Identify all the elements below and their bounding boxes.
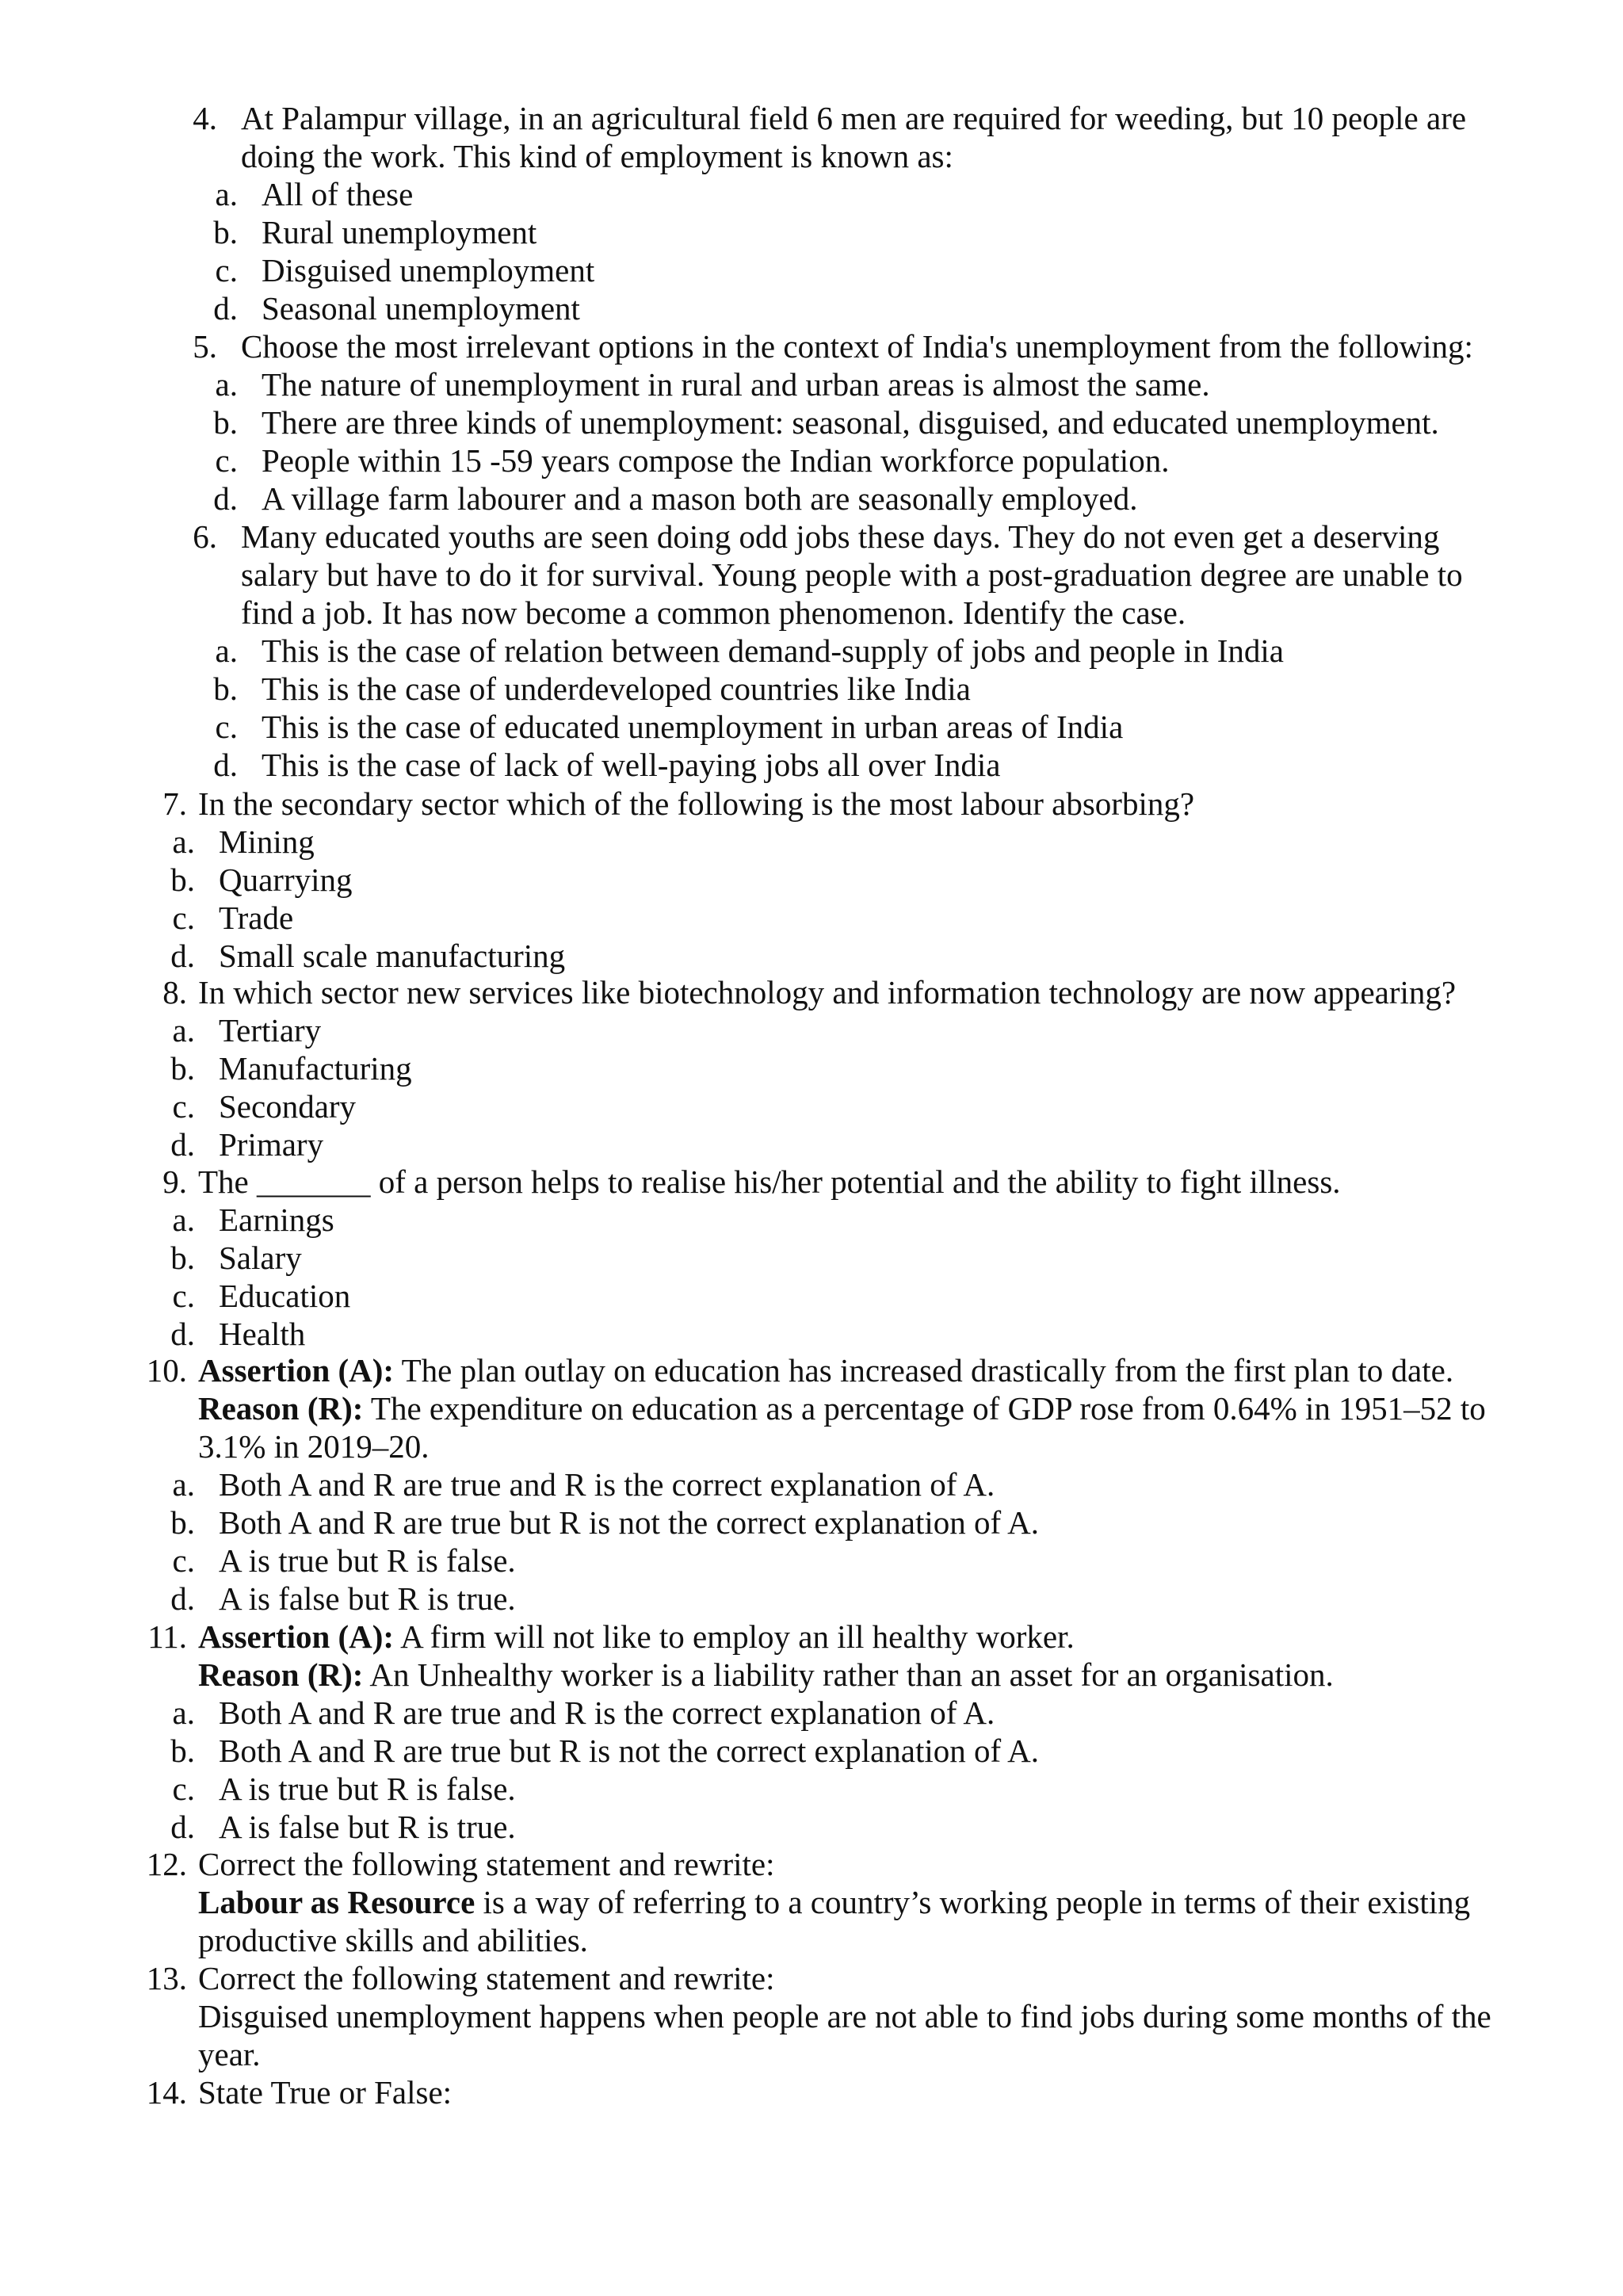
question-14-stem bbox=[146, 2073, 1514, 2111]
option-letter: b. bbox=[213, 670, 238, 707]
option-b bbox=[213, 213, 1509, 251]
question-10-stem bbox=[146, 1351, 1514, 1465]
option-text: Tertiary bbox=[219, 1012, 322, 1049]
option-text: Mining bbox=[219, 823, 315, 860]
question-7-stem bbox=[162, 785, 1514, 823]
assertion-text: The plan outlay on education has increased drastically from the first plan to date. bbox=[394, 1352, 1454, 1389]
question-text-line: doing the work. This kind of employment is known as: bbox=[241, 138, 953, 174]
question-8-stem bbox=[162, 973, 1514, 1011]
option-c bbox=[172, 1541, 1514, 1580]
option-d bbox=[170, 937, 1514, 975]
option-text: A is true but R is false. bbox=[219, 1771, 516, 1807]
option-letter: b. bbox=[170, 1733, 195, 1769]
option-d bbox=[170, 1125, 1514, 1163]
question-12 bbox=[146, 1845, 1514, 1959]
instruction-text: State True or False: bbox=[198, 2074, 453, 2111]
reason-line bbox=[198, 1389, 1514, 1427]
option-b bbox=[170, 1732, 1514, 1770]
question-text-line: In the secondary sector which of the following is the most labour absorbing? bbox=[198, 785, 1195, 822]
option-letter: d. bbox=[213, 290, 238, 327]
instruction-text: Correct the following statement and rewrite: bbox=[198, 1846, 775, 1882]
question-text-line: Choose the most irrelevant options in the context of India's unemployment from the following: bbox=[241, 328, 1473, 365]
option-text: Earnings bbox=[219, 1201, 334, 1238]
question-text-line: salary but have to do it for survival. Young people with a post-graduation degree are unable to bbox=[241, 556, 1463, 593]
instruction-text: Correct the following statement and rewrite: bbox=[198, 1960, 775, 1996]
option-text: Education bbox=[219, 1278, 351, 1314]
option-text: Both A and R are true but R is not the correct explanation of A. bbox=[219, 1504, 1040, 1541]
question-7 bbox=[162, 785, 1514, 975]
option-text: Trade bbox=[219, 900, 294, 936]
option-text: Salary bbox=[219, 1240, 302, 1276]
question-text-line: find a job. It has now become a common phenomenon. Identify the case. bbox=[241, 594, 1186, 631]
bold-term: Labour as Resource bbox=[198, 1884, 475, 1920]
option-letter: c. bbox=[215, 709, 238, 745]
option-a bbox=[172, 1201, 1514, 1239]
option-text: Health bbox=[219, 1316, 306, 1352]
option-letter: c. bbox=[215, 442, 238, 479]
question-text-line: Many educated youths are seen doing odd jobs these days. They do not even get a deserving bbox=[241, 518, 1440, 555]
option-c bbox=[215, 251, 1509, 289]
option-letter: d. bbox=[213, 747, 238, 783]
option-b bbox=[170, 1239, 1514, 1277]
question-5 bbox=[193, 327, 1509, 518]
option-a bbox=[215, 175, 1509, 213]
option-c bbox=[215, 708, 1509, 746]
option-text: A is true but R is false. bbox=[219, 1542, 516, 1579]
question-number: 6. bbox=[193, 518, 217, 555]
option-text: Small scale manufacturing bbox=[219, 938, 566, 974]
option-letter: c. bbox=[172, 1542, 195, 1579]
question-4-stem bbox=[193, 99, 1509, 175]
reason-text: An Unhealthy worker is a liability rather than an asset for an organisation. bbox=[363, 1656, 1334, 1693]
question-number: 13. bbox=[146, 1960, 187, 1996]
option-letter: d. bbox=[170, 1316, 195, 1352]
question-text-line: The _______ of a person helps to realise his/her potential and the ability to fight illness. bbox=[198, 1163, 1341, 1200]
option-c bbox=[172, 1770, 1514, 1808]
option-c bbox=[215, 441, 1509, 479]
option-letter: c. bbox=[215, 252, 238, 288]
option-b bbox=[213, 670, 1509, 708]
option-a bbox=[215, 365, 1509, 403]
option-text: Quarrying bbox=[219, 861, 353, 898]
option-letter: b. bbox=[170, 861, 195, 898]
option-letter: a. bbox=[172, 1466, 195, 1503]
reason-line bbox=[198, 1656, 1514, 1694]
question-number: 5. bbox=[193, 328, 217, 365]
option-a bbox=[172, 1465, 1514, 1503]
option-text: This is the case of underdeveloped countries like India bbox=[262, 670, 971, 707]
option-text: Seasonal unemployment bbox=[262, 290, 580, 327]
option-letter: c. bbox=[172, 1771, 195, 1807]
question-4 bbox=[193, 99, 1509, 327]
option-c bbox=[172, 1277, 1514, 1315]
option-letter: b. bbox=[213, 214, 238, 250]
option-letter: c. bbox=[172, 1088, 195, 1125]
question-text-line: At Palampur village, in an agricultural field 6 men are required for weeding, but 10 people are bbox=[241, 100, 1467, 136]
option-a bbox=[172, 1694, 1514, 1732]
question-13-stem bbox=[146, 1959, 1514, 2073]
statement-continuation: productive skills and abilities. bbox=[198, 1922, 588, 1958]
option-text: People within 15 -59 years compose the Indian workforce population. bbox=[262, 442, 1170, 479]
option-c bbox=[172, 1087, 1514, 1125]
statement-continuation: year. bbox=[198, 2036, 261, 2073]
assertion-label: Assertion (A): bbox=[198, 1618, 395, 1655]
option-text: Both A and R are true and R is the correct explanation of A. bbox=[219, 1694, 995, 1731]
assertion-label: Assertion (A): bbox=[198, 1352, 395, 1389]
question-number: 8. bbox=[162, 974, 187, 1010]
option-letter: b. bbox=[170, 1050, 195, 1087]
question-9 bbox=[162, 1163, 1514, 1353]
option-d bbox=[213, 289, 1509, 327]
assertion-line bbox=[198, 1351, 1514, 1389]
option-letter: a. bbox=[172, 1012, 195, 1049]
option-d bbox=[213, 479, 1509, 518]
option-d bbox=[170, 1808, 1514, 1846]
option-b bbox=[213, 403, 1509, 441]
assertion-line bbox=[198, 1618, 1514, 1656]
question-number: 14. bbox=[146, 2074, 187, 2111]
option-text: All of these bbox=[262, 176, 414, 212]
assertion-text: A firm will not like to employ an ill healthy worker. bbox=[394, 1618, 1075, 1655]
question-8 bbox=[162, 973, 1514, 1163]
option-letter: b. bbox=[170, 1504, 195, 1541]
option-letter: b. bbox=[213, 404, 238, 441]
question-5-stem bbox=[193, 327, 1509, 365]
reason-text: The expenditure on education as a percentage of GDP rose from 0.64% in 1951–52 to bbox=[363, 1390, 1486, 1427]
option-letter: a. bbox=[172, 1201, 195, 1238]
option-text: Rural unemployment bbox=[262, 214, 537, 250]
question-14 bbox=[146, 2073, 1514, 2111]
option-letter: d. bbox=[170, 1580, 195, 1617]
statement-line: Disguised unemployment happens when people are not able to find jobs during some months of the bbox=[198, 1998, 1491, 2034]
question-number: 12. bbox=[146, 1846, 187, 1882]
option-d bbox=[170, 1315, 1514, 1353]
option-text: Secondary bbox=[219, 1088, 357, 1125]
option-letter: d. bbox=[213, 480, 238, 517]
reason-label: Reason (R): bbox=[198, 1390, 364, 1427]
question-6-stem bbox=[193, 518, 1509, 632]
statement-text: is a way of referring to a country’s working people in terms of their existing bbox=[475, 1884, 1471, 1920]
question-number: 4. bbox=[193, 100, 217, 136]
question-number: 9. bbox=[162, 1163, 187, 1200]
question-10 bbox=[146, 1351, 1514, 1618]
option-letter: b. bbox=[170, 1240, 195, 1276]
option-c bbox=[172, 899, 1514, 937]
option-letter: d. bbox=[170, 938, 195, 974]
question-11-stem bbox=[147, 1618, 1514, 1694]
option-letter: a. bbox=[215, 366, 238, 403]
option-a bbox=[172, 823, 1514, 861]
option-b bbox=[170, 1049, 1514, 1087]
question-number: 11. bbox=[147, 1618, 187, 1655]
option-text: This is the case of relation between demand-supply of jobs and people in India bbox=[262, 632, 1284, 669]
option-letter: c. bbox=[172, 1278, 195, 1314]
reason-continuation: 3.1% in 2019–20. bbox=[198, 1428, 430, 1465]
option-text: This is the case of lack of well-paying jobs all over India bbox=[262, 747, 1001, 783]
question-text-line: In which sector new services like biotechnology and information technology are now appearing? bbox=[198, 974, 1457, 1010]
statement-line bbox=[198, 1883, 1514, 1921]
option-text: A village farm labourer and a mason both are seasonally employed. bbox=[262, 480, 1138, 517]
question-9-stem bbox=[162, 1163, 1514, 1201]
question-number: 7. bbox=[162, 785, 187, 822]
option-text: A is false but R is true. bbox=[219, 1580, 516, 1617]
option-text: This is the case of educated unemployment in urban areas of India bbox=[262, 709, 1124, 745]
option-text: Primary bbox=[219, 1126, 324, 1163]
question-number: 10. bbox=[146, 1352, 187, 1389]
question-6 bbox=[193, 518, 1509, 784]
reason-label: Reason (R): bbox=[198, 1656, 364, 1693]
option-letter: a. bbox=[215, 176, 238, 212]
option-a bbox=[172, 1011, 1514, 1049]
option-letter: a. bbox=[172, 1694, 195, 1731]
question-12-stem bbox=[146, 1845, 1514, 1959]
option-letter: a. bbox=[172, 823, 195, 860]
option-b bbox=[170, 1503, 1514, 1541]
option-letter: d. bbox=[170, 1809, 195, 1845]
option-text: Manufacturing bbox=[219, 1050, 412, 1087]
option-text: Both A and R are true and R is the correct explanation of A. bbox=[219, 1466, 995, 1503]
option-text: There are three kinds of unemployment: seasonal, disguised, and educated unemployment. bbox=[262, 404, 1439, 441]
option-text: The nature of unemployment in rural and urban areas is almost the same. bbox=[262, 366, 1210, 403]
option-letter: d. bbox=[170, 1126, 195, 1163]
question-13 bbox=[146, 1959, 1514, 2073]
option-text: Disguised unemployment bbox=[262, 252, 595, 288]
option-text: Both A and R are true but R is not the correct explanation of A. bbox=[219, 1733, 1040, 1769]
option-d bbox=[170, 1580, 1514, 1618]
option-letter: c. bbox=[172, 900, 195, 936]
question-11 bbox=[147, 1618, 1514, 1846]
option-d bbox=[213, 746, 1509, 784]
option-b bbox=[170, 861, 1514, 899]
option-a bbox=[215, 632, 1509, 670]
option-text: A is false but R is true. bbox=[219, 1809, 516, 1845]
option-letter: a. bbox=[215, 632, 238, 669]
